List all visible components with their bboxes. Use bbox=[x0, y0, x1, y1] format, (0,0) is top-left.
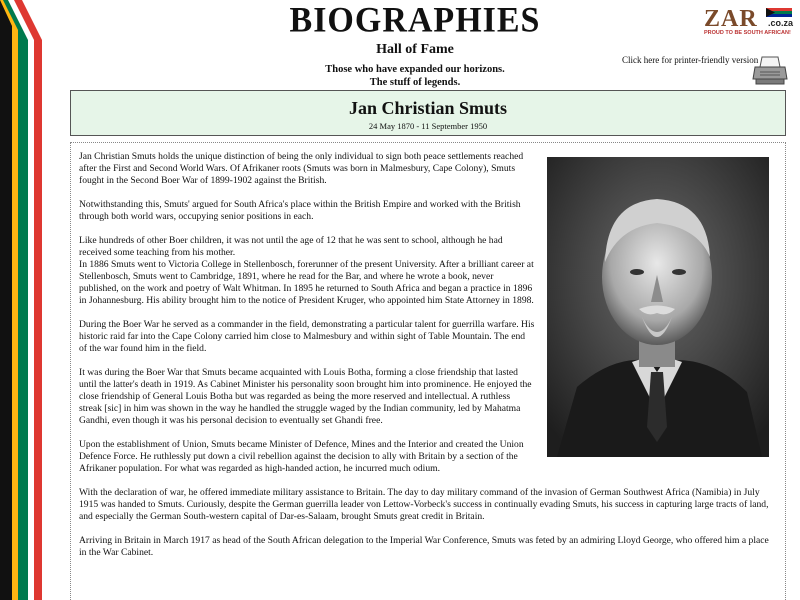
person-name: Jan Christian Smuts bbox=[348, 98, 508, 118]
paragraph-2: Notwithstanding this, Smuts' argued for South Africa's place within the British Empire and worked with the British through both world wars, occupying senior positions in each. bbox=[79, 199, 521, 222]
paragraph-6: It was during the Boer War that Smuts became acquainted with Louis Botha, forming a close friendship that lasted until the latter's death in 1919. As Cabinet Minister his personality soon brought him into prominence. He enjoyed the close friendship of General Louis Botha but was regarded as being the more reserved and intellectual. A ruthless streak [sic] in him was shown in the way he handled the struggle waged by the Indian community, led by Mahatma Gandhi, even though it was his personal decision to eventually set Ghandi free. bbox=[79, 367, 532, 426]
logo-slogan: PROUD TO BE SOUTH AFRICAN! bbox=[704, 30, 791, 36]
paragraph-1: Jan Christian Smuts holds the unique distinction of being the only individual to sign both peace settlements reached after the First and Second World Wars. Of Afrikaner roots (Smuts was born in Malmesbury, Cape Colony), Smuts fought in the Second Boer War of 1899-1902 against the British. bbox=[79, 151, 524, 186]
portrait-photo bbox=[547, 157, 769, 457]
paragraph-9: Arriving in Britain in March 1917 as head of the South African delegation to the Imperial War Conference, Smuts was feted by an admiring Lloyd George, who offered him a place in the War Cabinet. bbox=[79, 535, 769, 558]
paragraph-3: Like hundreds of other Boer children, it was not until the age of 12 that he was sent to school, although he had received some teaching from his mother. bbox=[79, 235, 503, 258]
biography-title-box bbox=[70, 90, 786, 136]
biography-content bbox=[70, 142, 786, 600]
person-dates: 24 May 1870 - 11 September 1950 bbox=[368, 121, 488, 131]
page-header bbox=[150, 1, 680, 88]
zar-logo[interactable] bbox=[700, 8, 795, 38]
logo-flag-icon bbox=[766, 8, 792, 17]
paragraph-5: During the Boer War he served as a commander in the field, demonstrating a particular talent for guerrilla warfare. His historic raid far into the Cape Colony carried him close to Malmesbury and within sight of Table Mountain. The end of the war found him in the field. bbox=[79, 319, 535, 354]
site-title: BIOGRAPHIES bbox=[289, 1, 541, 40]
tagline-1: Those who have expanded our horizons. bbox=[325, 64, 505, 75]
paragraph-8: With the declaration of war, he offered immediate military assistance to Britain. The day to day military command of the invasion of German Southwest Africa (Namibia) in July 1915 was handed to Smuts. Curiously, despite the German guerrilla leader von Lettow-Vorbeck's success in continually evading Smuts, his success in capturing large tracts of land, and especially the German South-western capital of Dar-es-Salaam, brought Smuts great credit in Britain. bbox=[79, 487, 769, 522]
south-africa-flag-strip bbox=[0, 0, 42, 600]
printer-icon[interactable] bbox=[752, 55, 788, 87]
section-title: Hall of Fame bbox=[376, 42, 454, 57]
paragraph-7: Upon the establishment of Union, Smuts became Minister of Defence, Mines and the Interior and created the Union Defence Force. He ruthlessly put down a civil rebellion against the decision to ally with Britain by a section of the Afrikaner population. For what was regarded as high-handed action, he incurred much odium. bbox=[79, 439, 524, 474]
logo-domain: .co.za bbox=[768, 18, 794, 28]
tagline-2: The stuff of legends. bbox=[369, 77, 461, 88]
logo-brand: ZAR bbox=[704, 6, 758, 32]
printer-friendly-link[interactable]: Click here for printer-friendly version bbox=[622, 55, 759, 65]
paragraph-4: In 1886 Smuts went to Victoria College in Stellenbosch, forerunner of the present University. After a brilliant career at Stellenbosch, Smuts went to Cambridge, 1891, where he read for the Bar, and where he wrote a book, never published, on the work and poetry of Walt Whitman. In 1895 he returned to South Africa and began a practice in 1896 in Johannesburg. His ability brought him to the notice of President Kruger, who appointed him State Attorney in 1898. bbox=[79, 259, 534, 306]
